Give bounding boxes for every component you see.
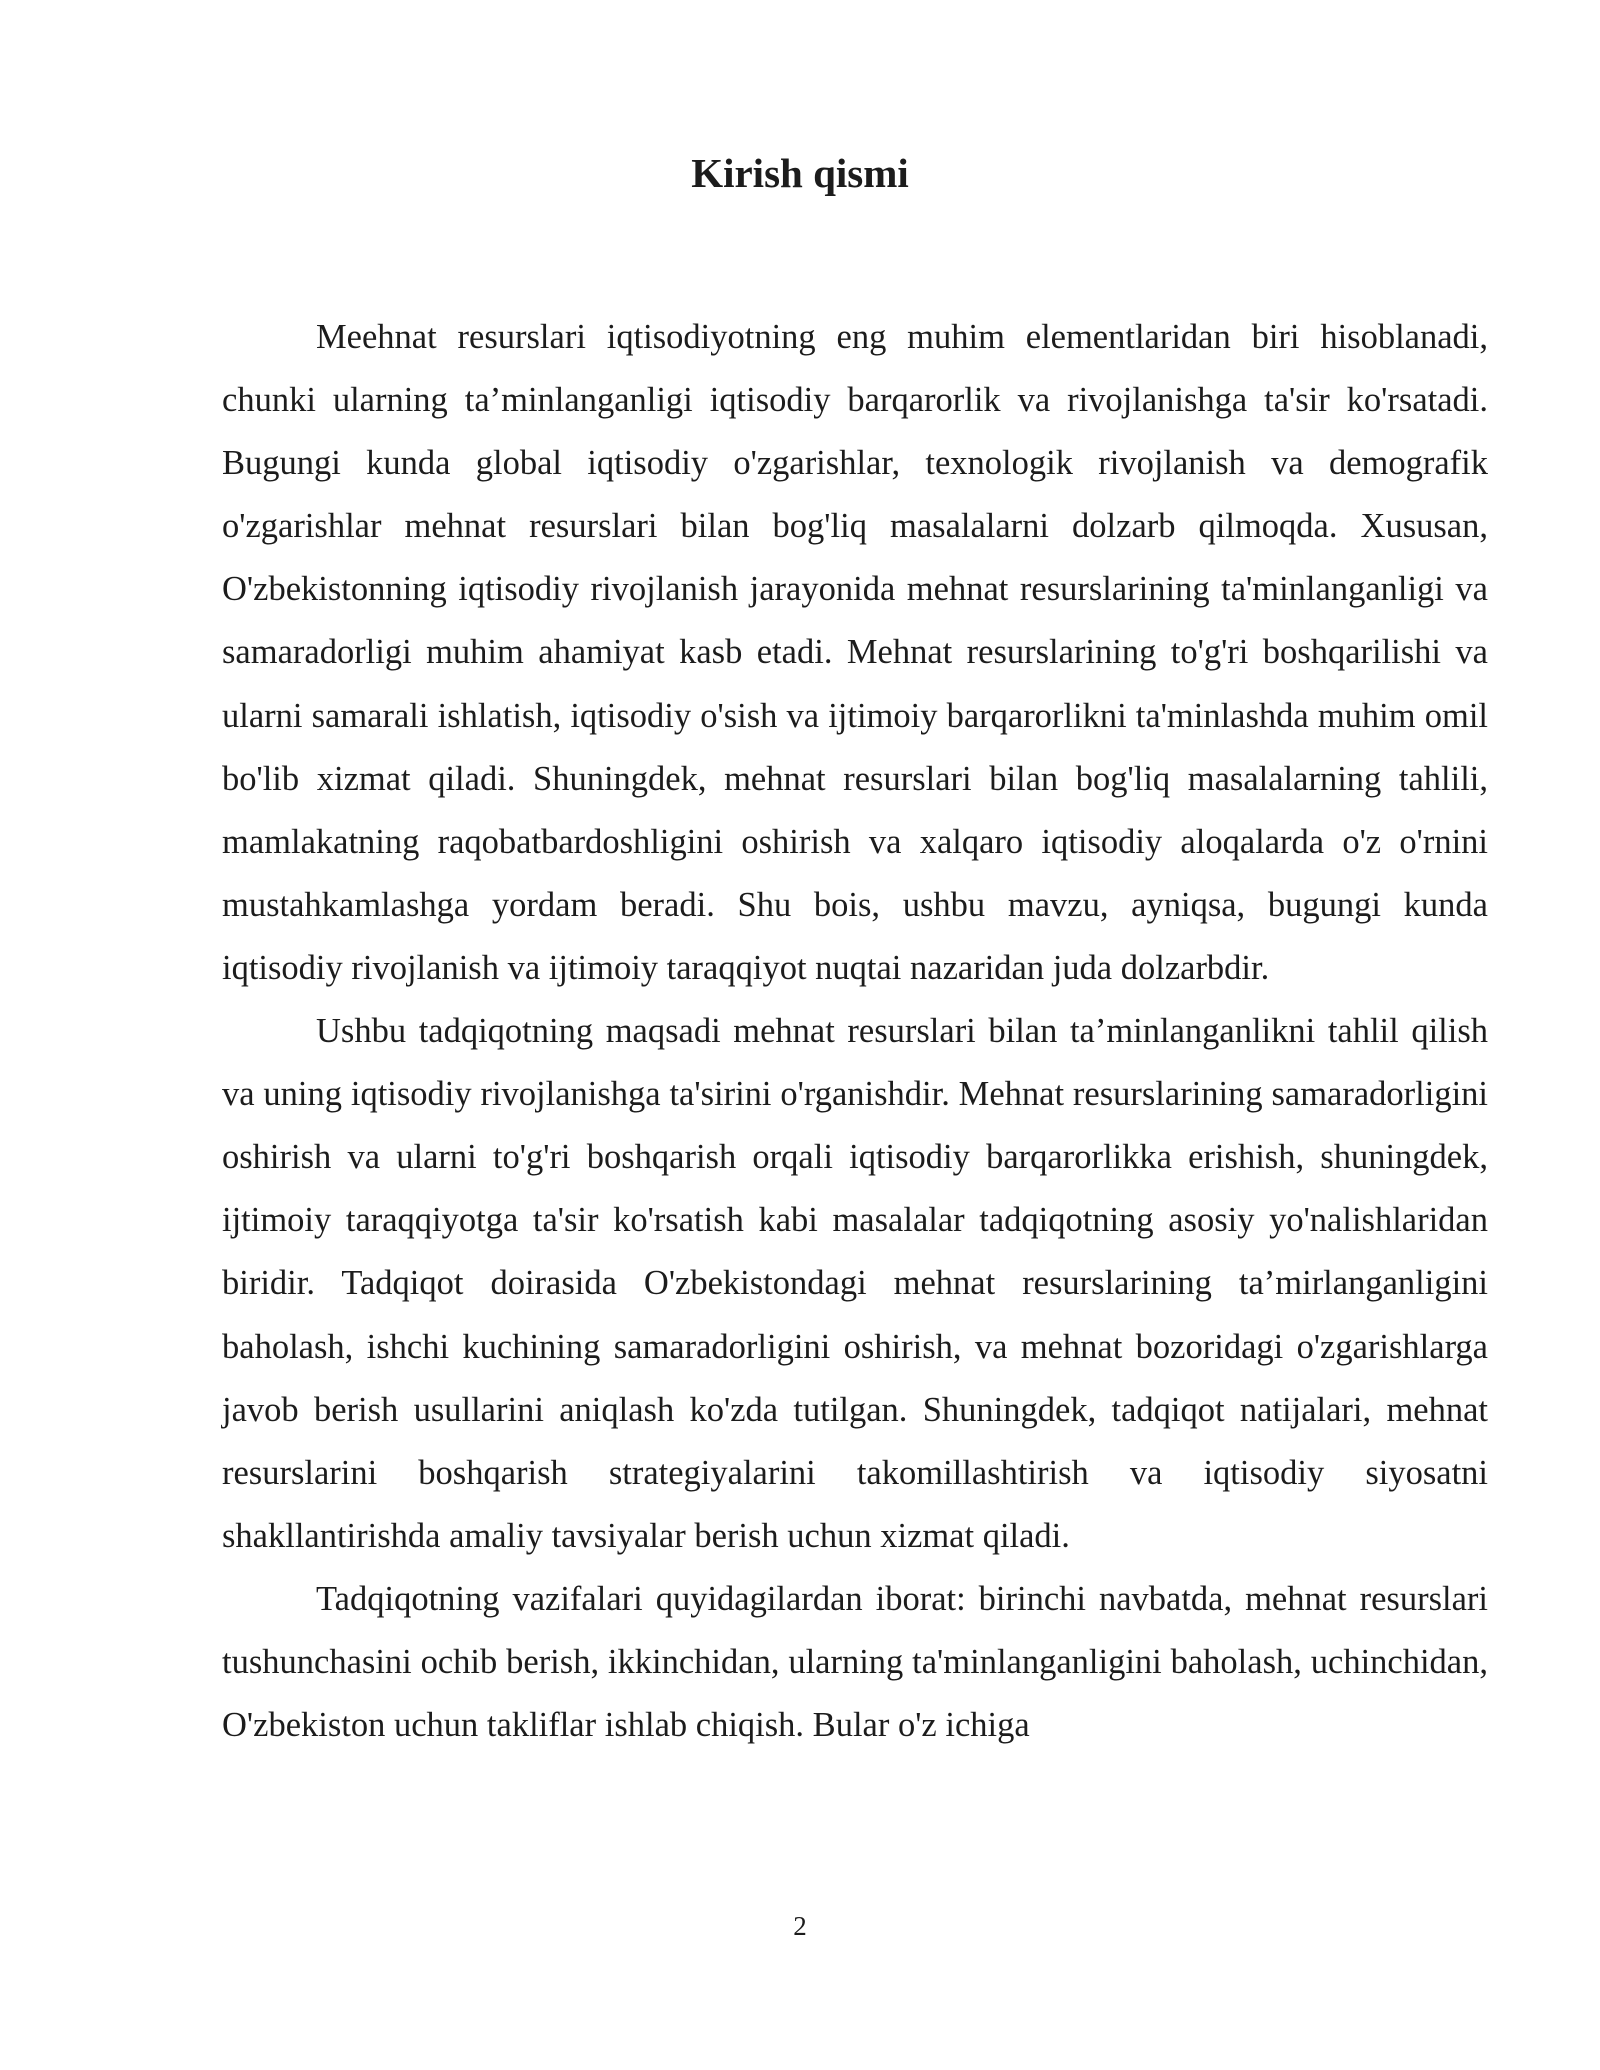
paragraph-3: Tadqiqotning vazifalari quyidagilardan iborat: birinchi navbatda, mehnat resurslari tushunchasini ochib berish, ikkinchidan, ularning ta'minlanganligini baholash, uchinchidan, O'zbekiston uchun takliflar ishlab chiqish. Bular o'z ichiga	[222, 1579, 1488, 1745]
paragraph-2: Ushbu tadqiqotning maqsadi mehnat resurslari bilan ta’minlanganlikni tahlil qilish va uning iqtisodiy rivojlanishga ta'sirini o'rganishdir. Mehnat resurslarining samaradorligini oshirish va ularni to'g'ri boshqarish orqali iqtisodiy barqarorlikka erishish, shuningdek, ijtimoiy taraqqiyotga ta'sir ko'rsatish kabi masalalar tadqiqotning asosiy yo'nalishlaridan biridir. Tadqiqot doirasida O'zbekistondagi mehnat resurslarining ta’mirlanganligini baholash, ishchi kuchining samaradorligini oshirish, va mehnat bozoridagi o'zgarishlarga javob berish usullarini aniqlash ko'zda tutilgan. Shuningdek, tadqiqot natijalari, mehnat resurslarini boshqarish strategiyalarini takomillashtirish va iqtisodiy siyosatni shakllantirishda amaliy tavsiyalar berish uchun xizmat qiladi.	[222, 1012, 1488, 1555]
body-text	[222, 306, 1488, 1757]
paragraph-1: Meehnat resurslari iqtisodiyotning eng muhim elementlaridan biri hisoblanadi, chunki ularning ta’minlanganligi iqtisodiy barqarorlik va rivojlanishga ta'sir ko'rsatadi. Bugungi kunda global iqtisodiy o'zgarishlar, texnologik rivojlanish va demografik o'zgarishlar mehnat resurslari bilan bog'liq masalalarni dolzarb qilmoqda. Xususan, O'zbekistonning iqtisodiy rivojlanish jarayonida mehnat resurslarining ta'minlanganligi va samaradorligi muhim ahamiyat kasb etadi. Mehnat resurslarining to'g'ri boshqarilishi va ularni samarali ishlatish, iqtisodiy o'sish va ijtimoiy barqarorlikni ta'minlashda muhim omil bo'lib xizmat qiladi. Shuningdek, mehnat resurslari bilan bog'liq masalalarning tahlili, mamlakatning raqobatbardoshligini oshirish va xalqaro iqtisodiy aloqalarda o'z o'rnini mustahkamlashga yordam beradi. Shu bois, ushbu mavzu, ayniqsa, bugungi kunda iqtisodiy rivojlanish va ijtimoiy taraqqiyot nuqtai nazaridan juda dolzarbdir.	[222, 318, 1488, 987]
page-title: Kirish qismi	[691, 150, 909, 196]
page-number: 2	[793, 1911, 807, 1941]
